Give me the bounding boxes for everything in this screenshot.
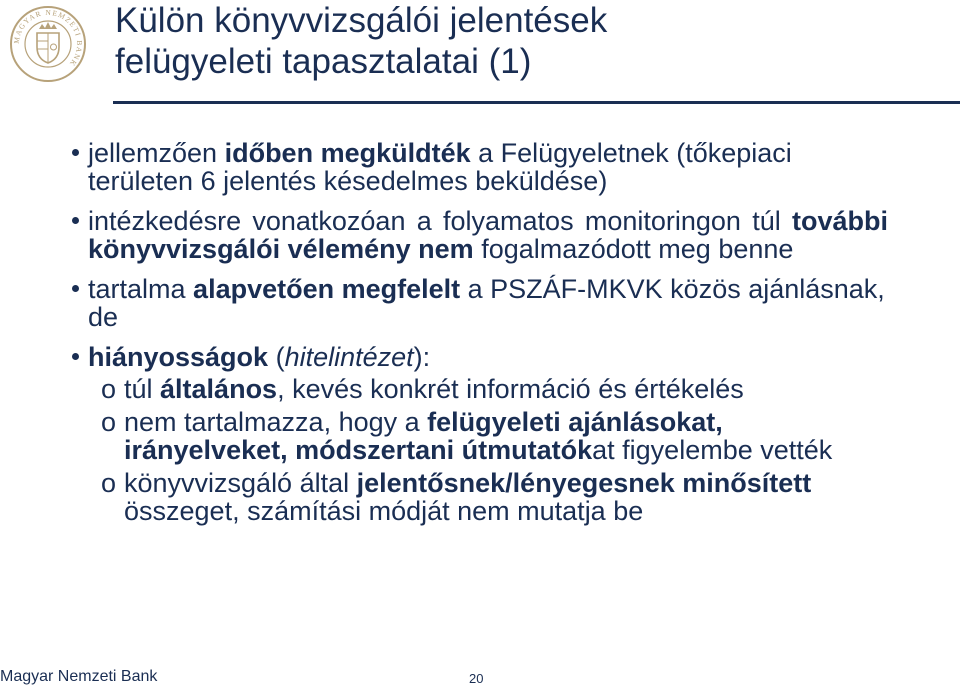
subitem-3-text-a: könyvvizsgáló által	[124, 468, 357, 498]
bullet-3-emphasis: alapvetően megfelelt	[193, 274, 461, 304]
title-line-2: felügyeleti tapasztalatai (1)	[115, 42, 532, 81]
subitem-marker: o	[101, 374, 117, 404]
bullet-3-text-b: a PSZÁF-MKVK közös ajánlásnak, de	[88, 274, 885, 332]
subitem-3-emphasis: jelentősnek/lényegesnek minősített	[356, 468, 812, 498]
bullet-3-text-a: tartalma	[88, 274, 194, 304]
bullet-deficiencies	[88, 343, 888, 371]
subitem-recommendations	[86, 408, 888, 464]
subitem-3-text-b: összeget, számítási módját nem mutatja be	[124, 496, 644, 526]
subitem-2-text-b: at figyelembe vették	[592, 435, 833, 465]
page-number: 20	[469, 671, 484, 686]
bullet-2-text-a: intézkedésre vonatkozóan a folyamatos monitoringon túl	[88, 206, 792, 236]
subitem-marker: o	[101, 407, 117, 437]
mnb-seal-logo	[9, 5, 87, 83]
bullet-2-emphasis: további könyvvizsgálói vélemény nem	[88, 206, 888, 264]
subitem-1-emphasis: általános	[160, 374, 278, 404]
logo-ring-text: MAGYAR NEMZETI BANK	[11, 7, 85, 69]
bullet-1-text-b: a Felügyeletnek (tőkepiaci területen 6 jelentés késedelmes beküldése)	[88, 138, 792, 196]
bullet-1-text-a: jellemzően	[88, 138, 225, 168]
bullet-2-text-b: fogalmazódott meg benne	[473, 234, 794, 264]
title-divider	[113, 101, 960, 104]
footer-organization: Magyar Nemzeti Bank	[0, 668, 158, 685]
subitem-2-text-a: nem tartalmazza, hogy a	[124, 407, 428, 437]
subitem-1-text-a: túl	[124, 374, 161, 404]
bullet-4-paren-open: (	[268, 342, 285, 372]
subitem-materiality	[86, 469, 888, 525]
bullet-no-further-opinion	[88, 207, 888, 263]
slide-body	[88, 139, 888, 530]
subitem-1-text-b: , kevés konkrét információ és értékelés	[277, 374, 744, 404]
bullet-1-emphasis: időben megküldték	[224, 138, 471, 168]
subitem-marker: o	[101, 468, 117, 498]
subitem-too-general	[86, 375, 888, 403]
title-line-1: Külön könyvvizsgálói jelentések	[115, 1, 608, 40]
bullet-timely-submission	[88, 139, 888, 195]
slide-title	[115, 0, 607, 82]
bullet-4-paren-close: ):	[413, 342, 431, 372]
bullet-content-compliant	[88, 275, 888, 331]
bullet-4-emphasis: hiányosságok	[88, 342, 269, 372]
subitem-2-emphasis: felügyeleti ajánlásokat, irányelveket, módszertani útmutatók	[124, 407, 723, 465]
bullet-4-italic: hitelintézet	[284, 342, 414, 372]
